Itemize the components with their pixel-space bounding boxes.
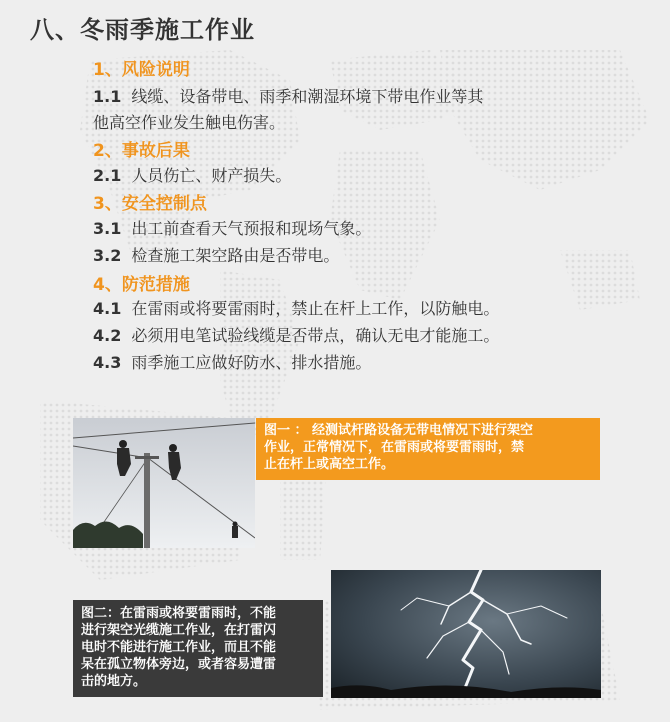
item-number: 4.1 <box>93 299 122 318</box>
caption-line: 进行架空光缆施工作业，在打雷闪 <box>81 623 277 638</box>
item-1-1 <box>93 84 483 107</box>
item-4-3 <box>93 350 371 373</box>
caption-line: 呆在孤立物体旁边，或者容易遭雷 <box>81 657 277 672</box>
caption-line: 作业，正常情况下，在雷雨或将要雷雨时，禁 <box>264 440 525 455</box>
figure-1-caption <box>256 418 600 480</box>
section-risk-heading: 1、风险说明 <box>93 60 190 80</box>
item-number: 4.2 <box>93 326 122 345</box>
section-control-heading: 3、安全控制点 <box>93 194 207 214</box>
caption-line: 电时不能进行施工作业，而且不能 <box>81 640 277 655</box>
item-text: 在雷雨或将要雷雨时，禁止在杆上工作，以防触电。 <box>131 299 500 318</box>
caption-line: 止在杆上或高空工作。 <box>264 457 395 472</box>
item-2-1 <box>93 163 291 186</box>
item-4-1 <box>93 296 499 319</box>
item-3-1 <box>93 216 371 239</box>
item-text: 出工前查看天气预报和现场气象。 <box>131 219 372 238</box>
item-3-2 <box>93 243 339 266</box>
figure-2-caption <box>73 600 323 697</box>
item-text: 必须用电笔试验线缆是否带点，确认无电才能施工。 <box>131 326 500 345</box>
item-1-1-continued: 他高空作业发生触电伤害。 <box>93 113 286 132</box>
item-text: 人员伤亡、财产损失。 <box>131 166 292 185</box>
section-consequence-heading: 2、事故后果 <box>93 141 190 161</box>
item-number: 3.1 <box>93 219 122 238</box>
workers-on-pole-photo <box>73 418 255 548</box>
caption-line: 击的地方。 <box>81 674 147 689</box>
caption-line: 图二：在雷雨或将要雷雨时，不能 <box>81 606 277 621</box>
item-number: 4.3 <box>93 353 122 372</box>
page-title: 八、冬雨季施工作业 <box>30 16 255 44</box>
item-number: 2.1 <box>93 166 122 185</box>
item-4-2 <box>93 323 499 346</box>
caption-line: 图一 ： 经测试杆路设备无带电情况下进行架空 <box>264 423 534 438</box>
item-text: 检查施工架空路由是否带电。 <box>131 246 340 265</box>
item-number: 1.1 <box>93 87 122 106</box>
item-number: 3.2 <box>93 246 122 265</box>
section-prevention-heading: 4、防范措施 <box>93 275 190 295</box>
item-text: 雨季施工应做好防水、排水措施。 <box>131 353 372 372</box>
lightning-storm-photo <box>331 570 601 698</box>
item-text: 线缆、设备带电、雨季和潮湿环境下带电作业等其 <box>131 87 484 106</box>
